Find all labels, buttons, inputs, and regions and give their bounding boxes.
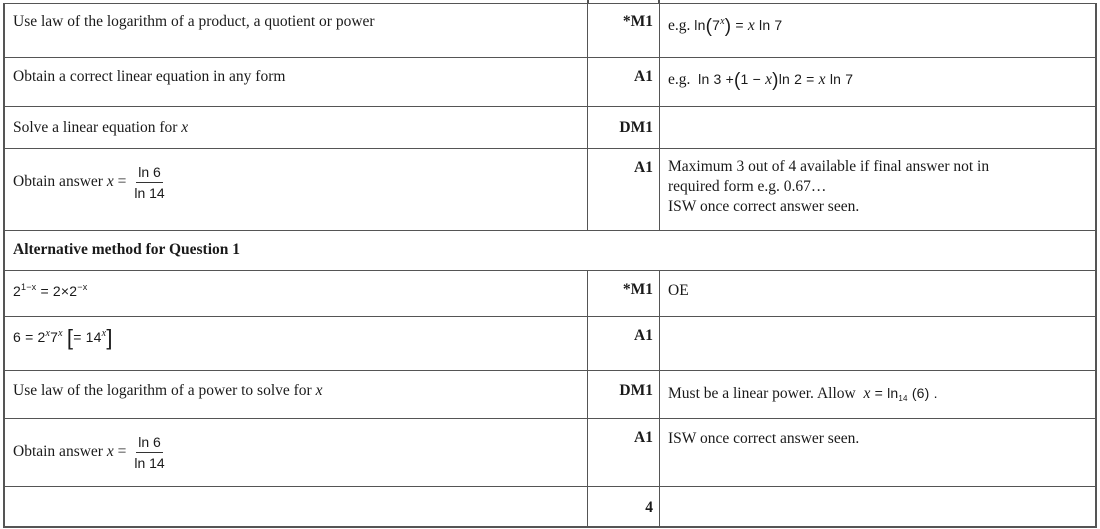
guidance-line: Maximum 3 out of 4 available if final answer not in — [668, 158, 990, 175]
mark-cell — [587, 271, 659, 316]
guidance-cell — [659, 419, 1095, 486]
guidance-cell — [659, 149, 1095, 230]
total-marks: 4 — [645, 499, 653, 516]
mark-code: DM1 — [619, 382, 653, 399]
table-row — [5, 107, 1095, 149]
fraction-numerator: ln 6 — [136, 163, 163, 183]
answer-text: Solve a linear equation for — [13, 119, 178, 136]
guidance-cell — [659, 487, 1095, 526]
mark-cell — [587, 4, 659, 57]
section-header-row — [5, 231, 1095, 271]
total-mark-cell — [587, 487, 659, 526]
mark-cell — [587, 107, 659, 148]
answer-cell: Obtain answer x = $\frac{\ln 6}{\ln 14}$ — [13, 433, 165, 471]
guidance-text: ISW once correct answer seen. — [668, 430, 860, 447]
guidance-cell — [659, 371, 1095, 418]
answer-formula: $2^{1-x} = 2\times 2^{-x}$ — [13, 282, 88, 299]
table-row — [5, 271, 1095, 317]
answer-cell — [5, 107, 587, 148]
guidance-formula: $x = \ln_{14} (6)$ . — [863, 385, 938, 403]
guidance-cell — [659, 317, 1095, 370]
guidance-line: required form e.g. 0.67… — [668, 178, 827, 195]
guidance-line: ISW once correct answer seen. — [668, 198, 860, 215]
guidance-formula: e.g. ln 3 +(1 − x)ln 2 = x ln 7 — [668, 70, 854, 91]
guidance-cell — [659, 271, 1095, 316]
answer-cell — [5, 271, 587, 316]
fraction-denominator: ln 14 — [134, 184, 165, 201]
mark-cell — [587, 317, 659, 370]
table-row — [5, 149, 1095, 231]
mark-code: DM1 — [619, 119, 653, 136]
mark-code: A1 — [634, 429, 653, 446]
guidance-cell — [659, 4, 1095, 57]
table-row — [5, 371, 1095, 419]
answer-cell — [5, 58, 587, 106]
answer-fraction — [132, 433, 166, 472]
mark-code: A1 — [634, 327, 653, 344]
mark-code: A1 — [634, 159, 653, 176]
answer-variable: x — [315, 382, 323, 399]
fraction-denominator: ln 14 — [134, 454, 165, 471]
table-row — [5, 317, 1095, 371]
answer-variable: x — [106, 173, 114, 190]
table-row — [5, 58, 1095, 107]
answer-cell — [5, 371, 587, 418]
fraction-numerator: ln 6 — [136, 433, 163, 453]
guidance-formula: e.g. ln(7$^x$) = x ln 7 — [668, 16, 783, 37]
mark-code: *M1 — [622, 13, 653, 30]
guidance-text: OE — [668, 282, 689, 299]
mark-cell — [587, 371, 659, 418]
answer-text: Obtain a correct linear equation in any form — [13, 68, 286, 85]
mark-code: *M1 — [622, 281, 653, 298]
mark-scheme-table — [3, 3, 1097, 528]
guidance-cell — [659, 107, 1095, 148]
guidance-text: Must be a linear power. Allow — [668, 385, 856, 402]
answer-cell — [5, 317, 587, 370]
section-header: Alternative method for Question 1 — [13, 241, 241, 258]
answer-cell: Obtain answer x = $\frac{\ln 6}{\ln 14}$ — [13, 163, 165, 201]
mark-cell — [587, 149, 659, 230]
answer-fraction — [132, 163, 166, 202]
guidance-cell — [659, 58, 1095, 106]
answer-cell — [5, 487, 587, 526]
answer-text: Use law of the logarithm of a product, a quotient or power — [13, 13, 375, 30]
table-row — [5, 419, 1095, 487]
answer-text: Use law of the logarithm of a power to solve for — [13, 382, 312, 399]
mark-cell — [587, 419, 659, 486]
total-row — [5, 487, 1095, 526]
mark-code: A1 — [634, 68, 653, 85]
answer-variable: x — [181, 119, 189, 136]
mark-cell — [587, 58, 659, 106]
answer-text: Obtain answer — [13, 173, 103, 190]
answer-cell — [5, 4, 587, 57]
answer-formula: $6 = 2^x7^x$ [= $14^x$] — [13, 325, 113, 350]
answer-variable: x — [106, 443, 114, 460]
table-row — [5, 4, 1095, 58]
answer-text: Obtain answer — [13, 443, 103, 460]
